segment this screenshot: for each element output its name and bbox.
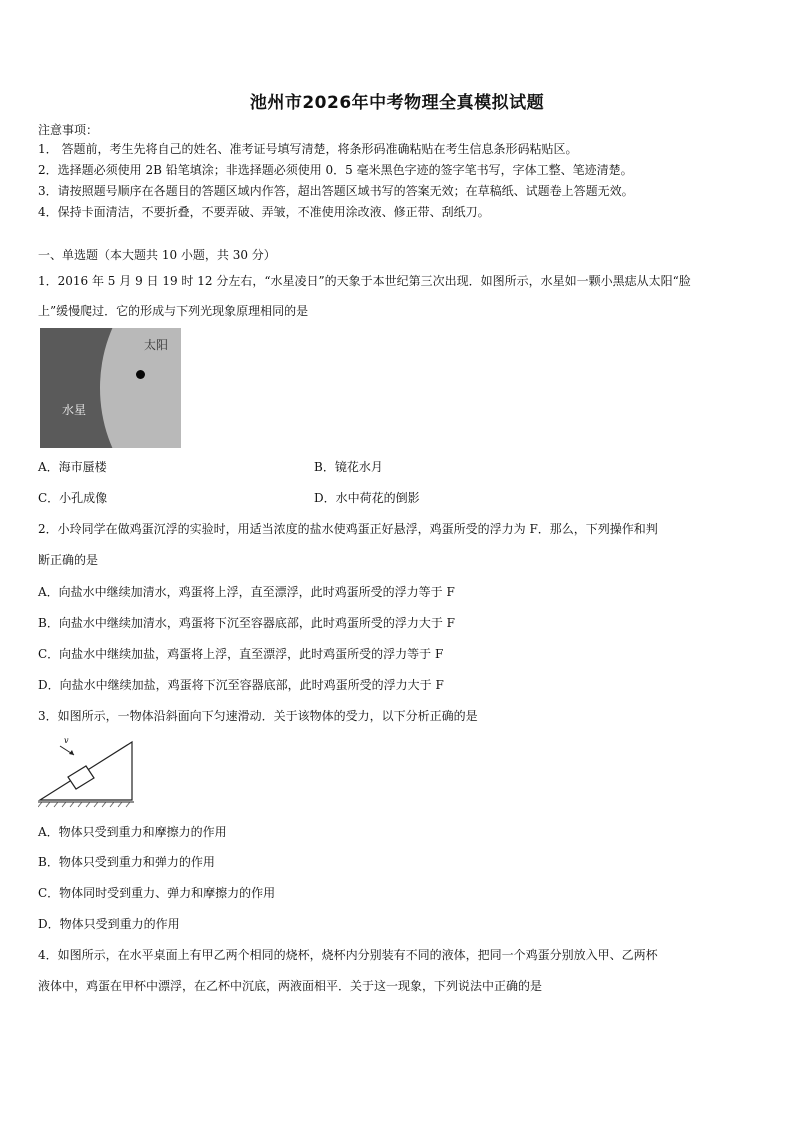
notes-item-2: 2．选择题必须使用 2B 铅笔填涂；非选择题必须使用 0．5 毫米黑色字迹的签字笔书写，字体工整、笔迹清楚。 (38, 163, 633, 177)
notes-heading: 注意事项： (38, 123, 99, 137)
q3-option-d: D．物体只受到重力的作用 (38, 917, 180, 931)
sun-disk (100, 328, 181, 448)
q2-option-a: A．向盐水中继续加清水，鸡蛋将上浮，直至漂浮，此时鸡蛋所受的浮力等于 F (38, 585, 455, 599)
ground-hatching (38, 802, 134, 807)
q1-option-c: C．小孔成像 (38, 491, 108, 505)
q1-option-a: A．海市蜃楼 (38, 460, 107, 474)
q1-option-b: B．镜花水月 (314, 460, 383, 474)
q2-option-d: D．向盐水中继续加盐，鸡蛋将下沉至容器底部，此时鸡蛋所受的浮力大于 F (38, 678, 444, 692)
exam-title: 池州市2026年中考物理全真模拟试题 (249, 93, 545, 113)
q2-option-b: B．向盐水中继续加清水，鸡蛋将下沉至容器底部，此时鸡蛋所受的浮力大于 F (38, 616, 455, 630)
q4-stem-line-1: 4．如图所示，在水平桌面上有甲乙两个相同的烧杯，烧杯内分别装有不同的液体，把同一个鸡蛋分别放入甲、乙两杯 (38, 948, 658, 962)
q3-option-c: C．物体同时受到重力、弹力和摩擦力的作用 (38, 886, 276, 900)
section-heading: 一、单选题（本大题共 10 小题，共 30 分） (38, 248, 276, 262)
inclined-plane-diagram (38, 734, 138, 808)
q2-stem-line-2: 断正确的是 (38, 553, 99, 567)
q1-option-d: D．水中荷花的倒影 (314, 491, 420, 505)
q3-stem: 3．如图所示，一物体沿斜面向下匀速滑动．关于该物体的受力，以下分析正确的是 (38, 709, 478, 723)
mercury-transit-photo (40, 328, 181, 448)
q3-option-a: A．物体只受到重力和摩擦力的作用 (38, 825, 227, 839)
q2-stem-line-1: 2．小玲同学在做鸡蛋沉浮的实验时，用适当浓度的盐水使鸡蛋正好悬浮，鸡蛋所受的浮力为 F．那么，下列操作和判 (38, 522, 658, 536)
notes-item-1: 1． 答题前，考生先将自己的姓名、准考证号填写清楚，将条形码准确粘贴在考生信息条形码粘贴区。 (38, 142, 578, 156)
notes-item-4: 4．保持卡面清洁，不要折叠，不要弄破、弄皱，不准使用涂改液、修正带、刮纸刀。 (38, 205, 490, 219)
q1-stem-line-2: 上”缓慢爬过．它的形成与下列光现象原理相同的是 (38, 304, 309, 318)
q3-option-b: B．物体只受到重力和弹力的作用 (38, 855, 215, 869)
photo-label-sun: 太阳 (144, 338, 169, 352)
notes-item-3: 3．请按照题号顺序在各题目的答题区域内作答，超出答题区域书写的答案无效；在草稿纸、试题卷上答题无效。 (38, 184, 634, 198)
mercury-dot (136, 370, 145, 379)
photo-label-mercury: 水星 (62, 403, 87, 417)
q2-option-c: C．向盐水中继续加盐，鸡蛋将上浮，直至漂浮，此时鸡蛋所受的浮力等于 F (38, 647, 444, 661)
q1-stem-line-1: 1．2016 年 5 月 9 日 19 时 12 分左右，“水星凌日”的天象于本世纪第三次出现．如图所示，水星如一颗小黑痣从太阳“脸 (38, 274, 691, 288)
q4-stem-line-2: 液体中，鸡蛋在甲杯中漂浮，在乙杯中沉底，两液面相平．关于这一现象，下列说法中正确的是 (38, 979, 543, 993)
velocity-label: v (64, 736, 69, 745)
